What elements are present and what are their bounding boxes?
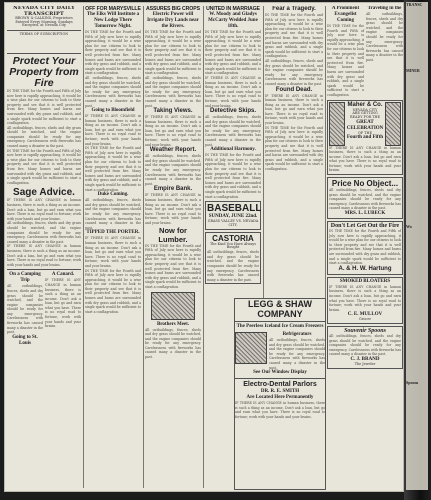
- baseball-date: SUNDAY, JUNE 22nd.: [208, 214, 258, 220]
- adjacent-page-strip: [406, 2, 428, 490]
- souvenir-text: All outbuildings, fences, sheds and dry grass should be watched, and the engine companies should be ready for any emergency. Carelessness with fireworks has caused many a disaster in the past.: [329, 334, 401, 357]
- article-tragedy: IN THE TIME for the Fourth and Fifth of July now here is rapidly approaching, it would be a wise plan for our citizens to look to their property and see that it is well protected from fire. Many homes and barns are surrounded with dry grass and rubbish, and a single spark would be sufficient to start a conflagration.: [265, 13, 323, 59]
- peerless-title: The Peerless Iceland Ice Cream Freezers: [236, 324, 324, 329]
- article-marriage: IN THE TIME for the Fourth and Fifth of July now here is rapidly approaching, it would be a wise plan for our citizens to look to their property and see that it is well protected from fire. Many homes and barns are surrounded with dry grass and rubbish, and a single spark would be sufficient to start a conflagration.: [205, 30, 261, 76]
- window-display: See Our Window Display: [253, 370, 307, 376]
- article-sage-advice-2: All outbuildings, fences, sheds and dry grass should be watched, and the engine companies should be ready for any emergency. Carelessness with fireworks has caused many a disaster in the past.: [7, 221, 81, 244]
- baseball-teams: GRASS VALLEY VS. NEVADA CITY.: [207, 219, 259, 227]
- newspaper-page: [4, 2, 404, 492]
- price-ad: [327, 177, 403, 219]
- column-3: [145, 6, 201, 488]
- brand-name: C. J. BRAND: [350, 357, 380, 363]
- article-evangelist: IN THE TIME for the Fourth and Fifth of July now here is rapidly approaching, it would be a wise plan for our citizens to look to their property and see that it is well protected from fire. Many homes and barns are surrounded with dry grass and rubbish, and a single spark would be sufficient to start a conflagration.: [327, 24, 364, 97]
- article-found-dead-2: IN THE TIME for the Fourth and Fifth of July now here is rapidly approaching, it would be a wise plan for our citizens to look to their property and see that it is well protected from fire. Many homes and barns are surrounded with dry grass and rubbish, and a single spark would be sufficient to start a conflagration.: [265, 125, 323, 171]
- edge-text-1: TRANSC: [406, 2, 423, 7]
- article-bloomfield-2: IN THE TIME for the Fourth and Fifth of July now here is rapidly approaching, it would be a wise plan for our citizens to look to their property and see that it is well protected from fire. Many homes and barns are surrounded with dry grass and rubbish, and a single spark would be sufficient to start a conflagration.: [85, 146, 141, 192]
- castoria-ad: [205, 232, 261, 285]
- souvenir-title: Souvenir Spoons: [344, 328, 386, 335]
- headline-traveling: Traveling in the: [367, 6, 402, 11]
- article-sage-advice: IF THERE IS ANY CHANGE in human business, there is such a thing as an income. Don't ask a loan, but go and earn what you have. There is no royal road to fortune; work with your hands and your brains.: [7, 198, 81, 221]
- headline-assures-crops: ASSURES BIG CROPS: [146, 6, 200, 12]
- headline-going-bloomfield: Going to Bloomfield: [91, 108, 135, 114]
- located-permanently: Are Located Here Permanently: [246, 395, 314, 401]
- headline-canard: A Canard.: [51, 272, 75, 278]
- mullov-grocer: Grocer: [359, 317, 371, 322]
- hartung-text: IN THE TIME for the Fourth and Fifth of July now here is rapidly approaching, it would be a wise plan for our citizens to look to their property and see that it is well protected from fire. Many homes and barns are surrounded with dry grass and rubbish, and a single spark would be sufficient to start a conflagration.: [329, 229, 401, 266]
- maher-ad: [327, 100, 403, 176]
- headline-brothers-meet: Brothers Meet.: [156, 321, 190, 327]
- article-marysville: IN THE TIME for the Fourth and Fifth of July now here is rapidly approaching, it would be a wise plan for our citizens to look to their property and see that it is well protected from fire. Many homes and barns are surrounded with dry grass and rubbish, and a single spark would be sufficient to start a conflagration.: [85, 30, 141, 76]
- headline-united-marriage: UNITED IN MARRIAGE: [206, 6, 260, 12]
- dentist-name: DR. R. E. SMITH: [260, 389, 300, 395]
- terms-block: [7, 37, 81, 51]
- article-canard: IF THERE IS ANY CHANGE in human business, there is such a thing as an income. Don't ask a loan, but go and earn what you have. There is no royal road to fortune; work with your hands and your brains.: [45, 278, 81, 329]
- headline-empire-bank: Empire Bank.: [153, 186, 193, 193]
- hartung-name: A. & H. W. Hartung: [338, 265, 392, 272]
- masthead-terms: TERMS OF SUBSCRIPTION: [19, 32, 69, 37]
- headline-going-st-louis: Going to St. Louis: [12, 334, 38, 346]
- article-found-dead: IF THERE IS ANY CHANGE in human business, there is such a thing as an income. Don't ask a loan, but go and earn what you have. There is no royal road to fortune; work with your hands and your brains.: [265, 93, 323, 126]
- masthead-entry: Entered Every Morning, Sundays Excepted, at Nevada City: [15, 19, 73, 28]
- article-crops-2: All outbuildings, fences, sheds and dry grass should be watched, and the engine companies should be ready for any emergency. Carelessness with fireworks has caused many a disaster in the past.: [145, 75, 201, 108]
- headline-additional-harmony: Additional Harmony.: [210, 147, 256, 153]
- headline-fear-tragedy: Fear a Tragedy.: [272, 6, 316, 12]
- headline-taking-views: Taking Views.: [153, 108, 193, 115]
- article-protect-a: IN THE TIME for the Fourth and Fifth of July now here is rapidly approaching, it would be a wise plan for our citizens to look to their property and see that it is well protected from fire. Many homes and barns are surrounded with dry grass and rubbish, and a single spark would be sufficient to start a conflagration.: [7, 88, 81, 126]
- maher-city: NEVADA CITY: [352, 107, 378, 112]
- subhead-moody-mccarty: W. Moody and Gladys McCarty Wedded June 18th.: [208, 12, 258, 29]
- maher-title: Maher & Co.: [347, 101, 383, 108]
- castoria-title: CASTORIA: [212, 233, 254, 243]
- edge-text-3: Wo: [406, 224, 412, 229]
- legg-shaw-ad: [234, 298, 326, 490]
- article-tipped-2: IN THE TIME for the Fourth and Fifth of July now here is rapidly approaching, it would be a wise plan for our citizens to look to their property and see that it is well protected from fire. Many homes and barns are surrounded with dry grass and rubbish, and a single spark would be sufficient to start a conflagration.: [85, 268, 141, 314]
- maher-dates: Fourth and Fifth: [346, 135, 384, 141]
- masthead-title: NEVADA CITY DAILY TRANSCRIPT: [13, 6, 75, 17]
- article-crops: IN THE TIME for the Fourth and Fifth of July now here is rapidly approaching, it would be a wise plan for our citizens to look to their property and see that it is well protected from fire. Many homes and barns are surrounded with dry grass and rubbish, and a single spark would be sufficient to start a conflagration.: [145, 30, 201, 76]
- souvenir-ad: [327, 326, 403, 369]
- dental-title: Electro-Dental Parlors: [243, 381, 317, 389]
- article-marriage-2: IF THERE IS ANY CHANGE in human business, there is such a thing as an income. Don't ask a loan, but go and earn what you have. There is no royal road to fortune; work with your hands and your brains.: [205, 75, 261, 108]
- subhead-elks: The Elks Will Institute a New Lodge There Tomorrow Night.: [86, 12, 140, 29]
- freezer-illustration: [235, 332, 267, 364]
- castoria-text: All outbuildings, fences, sheds and dry grass should be watched, and the engine companies should be ready for any emergency. Carelessness with fireworks has caused many a disaster in the past.: [207, 250, 259, 282]
- headline-sage-advice: Sage Advice.: [13, 187, 75, 199]
- article-bloomfield: IF THERE IS ANY CHANGE in human business, there is such a thing as an income. Don't ask a loan, but go and earn what you have. There is no royal road to fortune; work with your hands and your brains.: [85, 114, 141, 146]
- smoked-bloaters: SMOKED BLOATERS: [339, 278, 391, 284]
- article-protect-b: All outbuildings, fences, sheds and dry grass should be watched, and the engine companies should be ready for any emergency. Carelessness with fireworks has caused many a disaster in the past.: [7, 125, 81, 149]
- mullov-text: IF THERE IS ANY CHANGE in human business, there is such a thing as an income. Don't ask a loan, but go and earn what you have. There is no royal road to fortune; work with your hands and your brains.: [329, 284, 401, 312]
- column-6: [327, 6, 403, 488]
- article-sage-advice-3: IF THERE IS ANY CHANGE in human business, there is such a thing as an income. Don't ask a loan, but go and earn what you have. There is no royal road to fortune; work with your hands and your brains.: [7, 244, 81, 267]
- article-empire: IF THERE IS ANY CHANGE in human business, there is such a thing as an income. Don't ask a loan, but go and earn what you have. There is no royal road to fortune; work with your hands and your brains.: [145, 193, 201, 225]
- baseball-ad: [205, 201, 261, 229]
- headline-off-marysville: OFF FOR MARYSVILLE: [85, 6, 141, 12]
- article-tipped: IF THERE IS ANY CHANGE in human business, there is such a thing as an income. Don't ask a loan, but go and earn what you have. There is no royal road to fortune; work with your hands and your brains.: [85, 236, 141, 268]
- price-title: Price No Object...: [331, 179, 399, 189]
- legg-title: LEGG & SHAW COMPANY: [247, 299, 312, 319]
- column-1: [7, 6, 81, 488]
- article-harmony: IN THE TIME for the Fourth and Fifth of July now here is rapidly approaching, it would be a wise plan for our citizens to look to their property and see that it is well protected from fire. Many homes and barns are surrounded with dry grass and rubbish, and a single spark would be sufficient to start a conflagration.: [205, 153, 261, 199]
- headline-tipped-porter: TIPPED THE PORTER.: [86, 230, 140, 236]
- masthead-publisher: BROWN & CALKINS, Proprietors: [15, 16, 73, 20]
- bottom-articles: [7, 272, 81, 347]
- article-duke: All outbuildings, fences, sheds and dry grass should be watched, and the engine companies should be ready for any emergency. Carelessness with fireworks has caused many a disaster in the past.: [85, 198, 141, 230]
- maher-of-the: OF THE: [358, 130, 372, 135]
- price-text: All outbuildings, fences, sheds and dry grass should be watched, and the engine companies should be ready for any emergency. Carelessness with fireworks has caused many a disaster in the past.: [329, 188, 401, 211]
- dental-text: IF THERE IS ANY CHANGE in human business, there is such a thing as an income. Don't ask a loan, but go and earn what you have. There is no royal road to fortune; work with your hands and your brains.: [235, 401, 325, 419]
- maher-celebration: GREAT CELEBRATION: [346, 119, 384, 131]
- column-2: [85, 6, 141, 488]
- headline-now-lumber: Now for Lumber.: [158, 225, 188, 244]
- article-protect-c: IN THE TIME for the Fourth and Fifth of July now here is rapidly approaching, it would be a wise plan for our citizens to look to their property and see that it is well protected from fire. Many homes and barns are surrounded with dry grass and rubbish, and a single spark would be sufficient to start a conflagration.: [7, 148, 81, 185]
- mullov-ad: [327, 277, 403, 324]
- hartung-ad: [327, 221, 403, 275]
- article-weather: All outbuildings, fences, sheds and dry grass should be watched, and the engine companies should be ready for any emergency. Carelessness with fireworks has caused many a disaster in the past.: [145, 154, 201, 186]
- article-lumber: IN THE TIME for the Fourth and Fifth of July now here is rapidly approaching, it would be a wise plan for our citizens to look to their property and see that it is well protected from fire. Many homes and barns are surrounded with dry grass and rubbish, and a single spark would be sufficient to start a conflagration.: [145, 243, 201, 289]
- refrigerators-title: Refrigerators: [282, 332, 312, 337]
- maher-getting: ARE GETTING READY FOR THE: [350, 111, 380, 119]
- article-marysville-2: All outbuildings, fences, sheds and dry grass should be watched, and the engine companies should be ready for any emergency. Carelessness with fireworks has caused many a disaster in the past.: [85, 75, 141, 108]
- subhead-electric-power: Electric Power will Irrigate Dry Lands near the Rivers.: [147, 12, 199, 29]
- lady-illustration-right: [385, 102, 401, 146]
- edge-text-4: Spoons: [406, 380, 419, 385]
- refrigerators-text: All outbuildings, fences, sheds and dry grass should be watched, and the engine companies should be ready for any emergency. Carelessness with fireworks has caused many a disaster in the past.: [269, 338, 325, 370]
- baseball-title: BASEBALL: [207, 203, 261, 215]
- lady-illustration-left: [329, 102, 345, 146]
- headline-weather-report: Weather Report.: [149, 147, 197, 154]
- headline-camping-trip: On a Camping Trip: [9, 272, 41, 284]
- edge-text-2: MINER: [406, 68, 420, 73]
- lubeck-name: MRS. L. LUBECK: [344, 211, 386, 217]
- headline-protect-property: Protect Your Property from Fire: [9, 54, 79, 89]
- article-traveling: All outbuildings, fences, sheds and dry grass should be watched, and the engine companies should be ready for any emergency. Carelessness with fireworks has caused many a disaster in the past.: [366, 12, 403, 62]
- bicycle-illustration: [151, 292, 195, 320]
- castoria-sub: The Kind You Have Always Bought: [210, 241, 256, 250]
- maher-text: IF THERE IS ANY CHANGE in human business, there is such a thing as an income. Don't ask a loan, but go and earn what you have. There is no royal road to fortune; work with your hands and your brains.: [329, 145, 401, 173]
- mullov-name: C. E. MULLOV: [347, 312, 383, 318]
- article-camping: All outbuildings, fences, sheds and dry grass should be watched, and the engine companies should be ready for any emergency. Carelessness with fireworks has caused many a disaster in the past.: [7, 284, 43, 335]
- dont-let-title: Don't Let Get Out the Fire: [330, 223, 400, 230]
- article-brothers: All outbuildings, fences, sheds and dry grass should be watched, and the engine companies should be ready for any emergency. Carelessness with fireworks has caused many a disaster in the past.: [145, 327, 201, 360]
- headline-duke-coming: Duke Coming.: [97, 192, 129, 198]
- article-detective: All outbuildings, fences, sheds and dry grass should be watched, and the engine companies should be ready for any emergency. Carelessness with fireworks has caused many a disaster in the past.: [205, 115, 261, 147]
- headline-found-dead: Found Dead.: [275, 86, 313, 93]
- headline-detective-skips: Detective Skips.: [209, 108, 257, 115]
- article-views: IF THERE IS ANY CHANGE in human business, there is such a thing as an income. Don't ask a loan, but go and earn what you have. There is no royal road to fortune; work with your hands and your brains.: [145, 115, 201, 147]
- article-tragedy-2: All outbuildings, fences, sheds and dry grass should be watched, and the engine companies should be ready for any emergency. Carelessness with fireworks has caused many a disaster in the past.: [265, 58, 323, 86]
- brand-jeweler: The Jeweler: [354, 362, 376, 367]
- headline-evangelist: A Prominent Evangelist Coming: [331, 6, 360, 23]
